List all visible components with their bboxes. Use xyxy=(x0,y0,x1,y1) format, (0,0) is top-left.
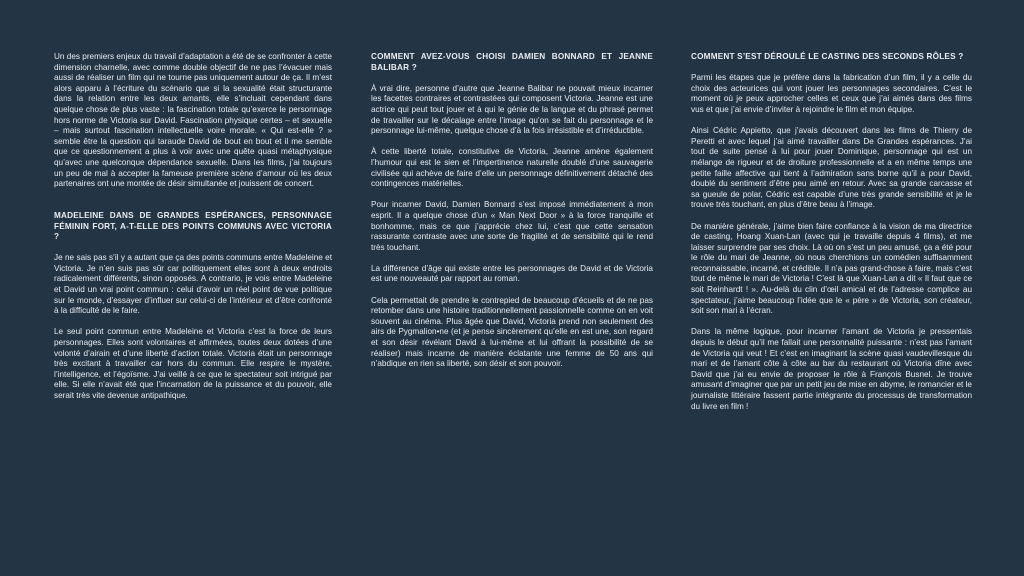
paragraph: À vrai dire, personne d’autre que Jeanne Balibar ne pouvait mieux incarner les facettes contraires et contrastées qui composent Victoria. Jeanne est une actrice qui peut tout jouer et à qui le génie de la langue et du phrasé permet de travailler sur le décalage entre l’image qu’on se fait du personnage et le personnage lui-même, quelque chose d’à la fois irrésistible et d’irréductible. xyxy=(371,83,653,136)
paragraph: Parmi les étapes que je préfère dans la fabrication d’un film, il y a celle du choix des acteurices qui vont jouer les personnages secondaires. C’est le moment où je peux approcher celles et ceux que j’ai aimés dans des films vus et que j’ai envie d’inviter à rejoindre le film et mon équipe. xyxy=(691,73,972,114)
column-3 xyxy=(691,52,972,423)
question-heading: COMMENT S’EST DÉROULÉ LE CASTING DES SECONDS RÔLES ? xyxy=(691,52,964,61)
column-2 xyxy=(371,52,653,380)
paragraph: La différence d’âge qui existe entre les personnages de David et de Victoria est une nouveauté par rapport au roman. xyxy=(371,263,653,284)
paragraph: Dans la même logique, pour incarner l’amant de Victoria je pressentais depuis le début qu’il me fallait une personnalité puissante : n’est pas l’amant de Victoria qui veut ! Et c’est en imaginant la scène quasi vaudevillesque du mari et de l’amant côte à côte au bar du restaurant où Victoria dîne avec David que j’ai eu envie de proposer le rôle à François Busnel. Je trouve amusant d’imaginer que par un petit jeu de mise en abyme, le romancier et le journaliste littéraire fassent partie intégrante du processus de transformation du livre en film ! xyxy=(691,327,972,411)
question-heading: MADELEINE DANS DE GRANDES ESPÉRANCES, PERSONNAGE FÉMININ FORT, A-T-ELLE DES POINTS COMMUNS AVEC VICTORIA ? xyxy=(54,210,332,242)
spacer xyxy=(54,200,332,211)
paragraph: Cela permettait de prendre le contrepied de beaucoup d’écueils et de ne pas retomber dans une histoire traditionnellement passionnelle comme on en voit souvent au cinéma. Plus âgée que David, Victoria prend non seulement des airs de Pygmalion•ne (et je pense sincèrement qu’elle en est une, son regard et son désir révélant David à lui-même et lui offrant la possibilité de se réaliser) mais incarne de manière éclatante une femme de 50 ans qui n’abdique en rien sa liberté, son désir et son pouvoir. xyxy=(371,295,653,369)
column-1 xyxy=(54,52,332,412)
paragraph: À cette liberté totale, constitutive de Victoria, Jeanne amène également l’humour qui est le sien et l’impertinence naturelle doublé d’une sauvagerie civilisée qui achève de faire d’elle un personnage définitivement détaché des contingences matérielles. xyxy=(371,147,653,189)
paragraph: Je ne sais pas s’il y a autant que ça des points communs entre Madeleine et Victoria. Je n’en suis pas sûr car politiquement elles sont à deux endroits radicalement différents, sinon opposés. A contrario, je vois entre Madeleine et David un vrai point commun : celui d’avoir un réel point de vue politique sur le monde, d’essayer d’influer sur celui-ci de l’intérieur et d’être confronté à la difficulté de le faire. xyxy=(54,253,332,316)
paragraph: Le seul point commun entre Madeleine et Victoria c’est la force de leurs personnages. Elles sont volontaires et affirmées, toutes deux dotées d’une volonté d’airain et d’une liberté d’action totale. Victoria était un personnage très excitant à travailler car hors du commun. Elle respire le mystère, l’intelligence, et l’égoïsme. J’ai veillé à ce que le spectateur soit intrigué par elle. Si elle n’avait été que l’incarnation de la puissance et du pouvoir, elle serait très vite devenue antipathique. xyxy=(54,327,332,400)
paragraph: Pour incarner David, Damien Bonnard s’est imposé immédiatement à mon esprit. Il a quelque chose d’un « Man Next Door » à la force tranquille et bonhomme, mais ce que j’apprécie chez lui, c’est que cette sensation rassurante contraste avec une sorte de fragilité et de sensibilité qui le rend très touchant. xyxy=(371,200,653,252)
paragraph: Un des premiers enjeux du travail d’adaptation a été de se confronter à cette dimension charnelle, avec comme double objectif de ne pas l’évacuer mais aussi de réaliser un film qui ne tourne pas uniquement autour de ça. Il m’est alors apparu à l’écriture du scénario que si la sexualité était structurante dans la relation entre les deux amants, elle s’incluait cependant dans quelque chose de plus vaste : la fascination totale qu’exerce le personnage hors norme de Victoria sur David. Fascination physique certes – et sexuelle – mais surtout fascination intellectuelle voire morale. « Qui est-elle ? » semble être la question qui taraude David de bout en bout et il me semble que ce questionnement a plus à voir avec une quête quasi métaphysique qu’avec une quelconque dépendance sexuelle. Dans les films, j’ai toujours un peu de mal à accepter la fameuse première scène d’amour où les deux partenaires ont une montée de désir simultanée et jouissent de concert. xyxy=(54,52,332,189)
paragraph: De manière générale, j’aime bien faire confiance à la vision de ma directrice de casting, Hoang Xuan-Lan (avec qui je travaille depuis 4 films), et me laisser surprendre par ses choix. Là où on s’est un peu amusé, ça a été pour le rôle du mari de Jeanne, où nous cherchions un comédien suffisamment reconnaissable, incarné, et crédible. Il n’a pas grand-chose à faire, mais c’est tout de même le mari de Victoria ! C’est là que Xuan-Lan a dit « Il faut que ce soit Reinhardt ! ». Au-delà du clin d’œil amical et de l’adresse complice au spectateur, j’aime beaucoup l’idée que le « père » de Victoria, son créateur, soit son mari à l’écran. xyxy=(691,221,972,316)
paragraph: Ainsi Cédric Appietto, que j’avais découvert dans les films de Thierry de Peretti et avec lequel j’ai aimé travailler dans De Grandes espérances. J’ai tout de suite pensé à lui pour jouer Dominique, personnage qui est un mélange de rigueur et de droiture professionnelle et a en même temps une petite faille affective qui tient à l’admiration sans borne qu’il a pour David, doublé du sentiment d’être peu aimé en retour. Avec sa grande carcasse et sa gueule de polar, Cédric est capable d’une très grande sensibilité et je le trouve très touchant, en plus d’être beau à l’image. xyxy=(691,126,972,210)
question-heading: COMMENT AVEZ-VOUS CHOISI DAMIEN BONNARD ET JEANNE BALIBAR ? xyxy=(371,52,653,72)
